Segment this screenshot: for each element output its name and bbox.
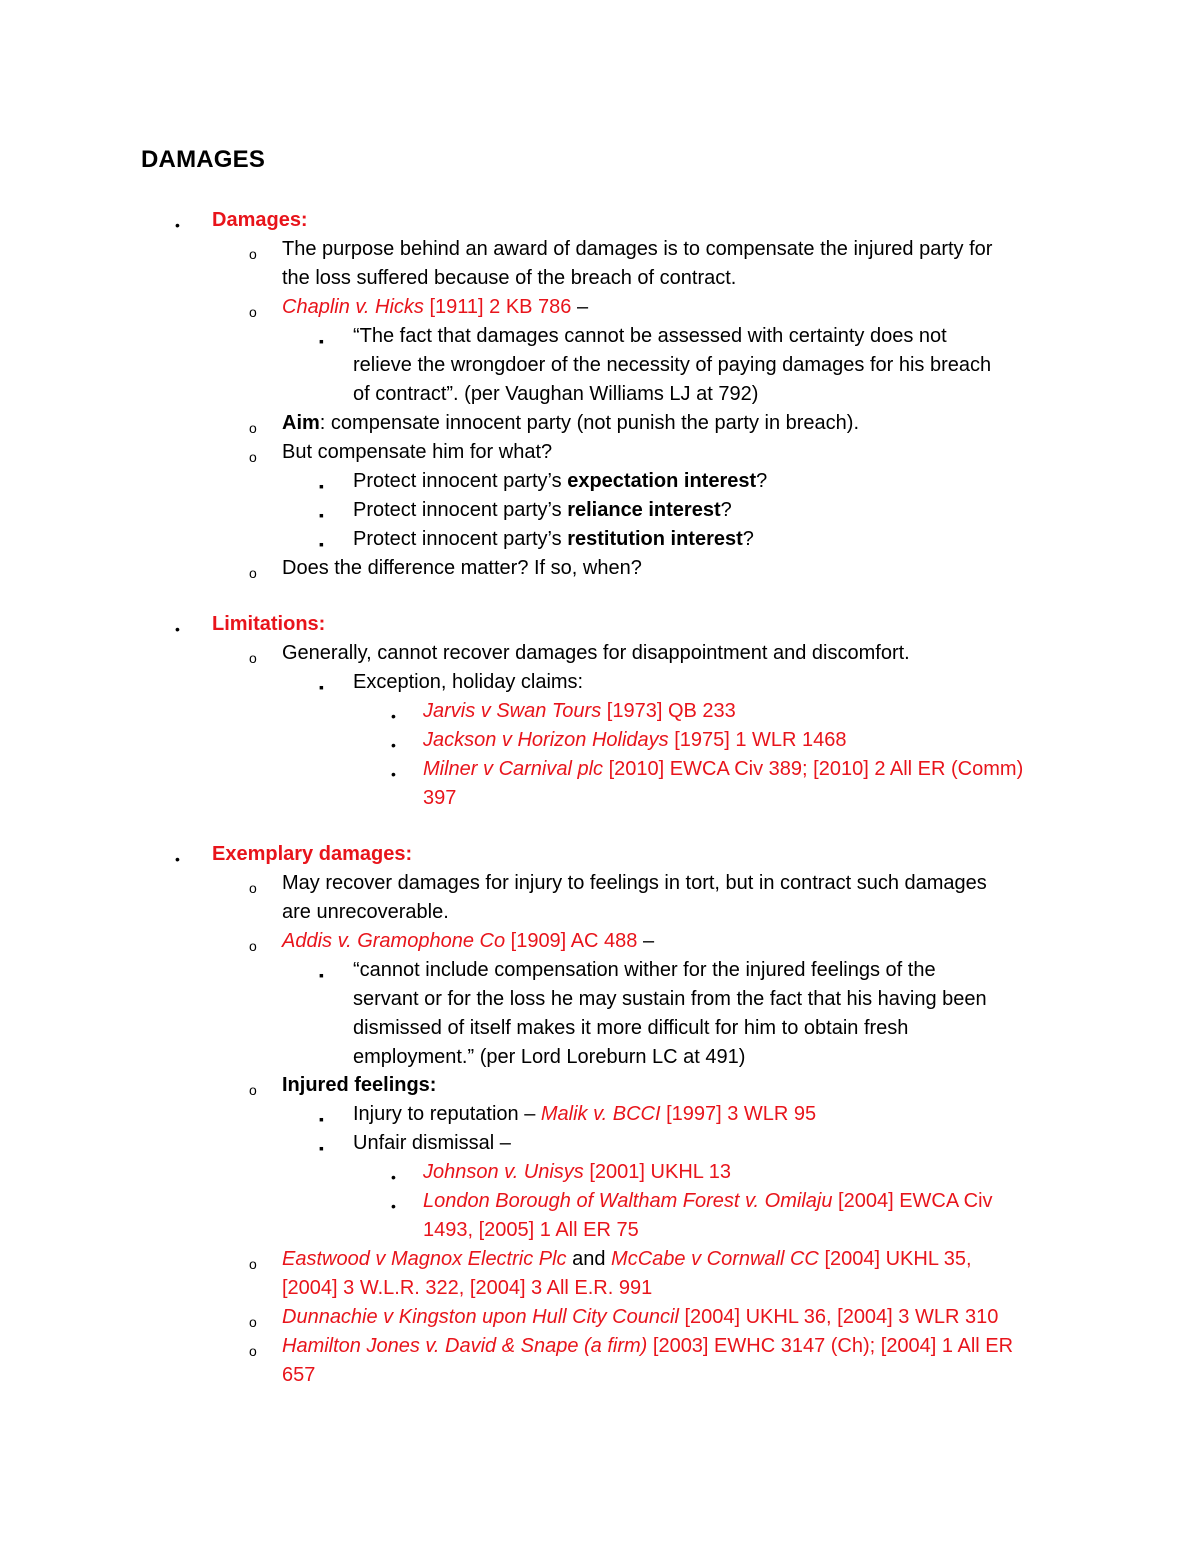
interest-prefix: Protect innocent party’s [353,470,568,492]
page-title: DAMAGES [141,146,266,173]
aim-label: Aim [282,412,320,434]
case-citation: [2004] EWCA Civ [832,1190,993,1212]
subheading-injured-feelings: Injured feelings: [282,1074,437,1096]
case-citation: [1997] 3 WLR 95 [660,1103,817,1125]
case-citation: [1973] QB 233 [601,700,736,722]
case-line [282,1303,998,1332]
question-mark: ? [742,528,754,550]
case-citation: [1909] AC 488 [505,930,638,952]
bullet-marker: • [391,708,396,724]
bullet-marker: ▪ [319,967,324,983]
section-heading-exemplary: Exemplary damages: [212,843,413,865]
bullet-marker: • [175,851,180,867]
case-name: Jarvis v Swan Tours [423,700,602,722]
aim-line [282,409,859,438]
interest-line [353,496,732,525]
quote-line: relieve the wrongdoer of the necessity of paying damages for his breach [353,354,992,376]
case-citation: [1911] 2 KB 786 [423,296,572,318]
bullet-marker: ▪ [319,507,324,523]
section-heading-limitations: Limitations: [212,613,326,635]
case-citation-cont: 1493, [2005] 1 All ER 75 [423,1219,639,1241]
case-citation-cont: 657 [282,1364,316,1386]
case-line [353,1100,816,1129]
aim-text: : compensate innocent party (not punish the party in breach). [319,412,859,434]
bullet-marker: ▪ [319,536,324,552]
case-citation-cont: [2004] 3 W.L.R. 322, [2004] 3 All E.R. 991 [282,1277,653,1299]
case-name: McCabe v Cornwall CC [611,1248,819,1270]
question-mark: ? [756,470,768,492]
bullet-marker: o [249,1256,257,1272]
quote-line: employment.” (per Lord Loreburn LC at 491) [353,1046,746,1068]
paragraph-line: the loss suffered because of the breach of contract. [282,267,737,289]
case-line [423,1158,731,1187]
bullet-marker: • [391,1169,396,1185]
bullet-marker: ▪ [319,478,324,494]
paragraph-line: Exception, holiday claims: [353,671,584,693]
quote-line: dismissed of itself makes it more difficult for him to obtain fresh [353,1017,909,1039]
case-line [282,927,654,956]
bullet-marker: o [249,449,257,465]
case-name: London Borough of Waltham Forest v. Omilaju [423,1190,833,1212]
case-line [423,697,736,726]
interest-type: reliance interest [567,499,721,521]
case-name: Eastwood v Magnox Electric Plc [282,1248,567,1270]
case-citation: [2004] UKHL 36, [2004] 3 WLR 310 [678,1306,999,1328]
interest-type: restitution interest [567,528,743,550]
bullet-marker: o [249,565,257,581]
case-line [282,293,588,322]
bullet-marker: ▪ [319,1111,324,1127]
bullet-marker: • [391,737,396,753]
case-citation: [1975] 1 WLR 1468 [668,729,847,751]
bullet-marker: o [249,1082,257,1098]
case-line [282,1245,972,1274]
case-line [282,1332,1013,1361]
case-line [423,726,847,755]
interest-line [353,467,767,496]
paragraph-line: The purpose behind an award of damages is to compensate the injured party for [282,238,993,260]
interest-prefix: Protect innocent party’s [353,499,568,521]
bullet-marker: • [391,1198,396,1214]
paragraph-line: May recover damages for injury to feelings in tort, but in contract such damages [282,872,987,894]
dash: – [637,930,655,952]
quote-line: of contract”. (per Vaughan Williams LJ at 792) [353,383,759,405]
case-name: Milner v Carnival plc [423,758,604,780]
conjunction: and [566,1248,612,1270]
bullet-marker: ▪ [319,679,324,695]
bullet-marker: o [249,1343,257,1359]
interest-type: expectation interest [567,470,757,492]
bullet-marker: ▪ [319,1140,324,1156]
paragraph-line: Unfair dismissal – [353,1132,511,1154]
bullet-marker: o [249,938,257,954]
interest-line [353,525,754,554]
case-citation: [2010] EWCA Civ 389; [2010] 2 All ER (Comm) [603,758,1024,780]
case-line [423,755,1023,784]
paragraph-line: Generally, cannot recover damages for disappointment and discomfort. [282,642,910,664]
dash: – [571,296,589,318]
case-citation: [2004] UKHL 35, [818,1248,972,1270]
quote-line: “cannot include compensation wither for the injured feelings of the [353,959,936,981]
paragraph-line: But compensate him for what? [282,441,553,463]
case-name: Chaplin v. Hicks [282,296,424,318]
quote-line: “The fact that damages cannot be assessed with certainty does not [353,325,947,347]
bullet-marker: ▪ [319,333,324,349]
paragraph-line: are unrecoverable. [282,901,449,923]
bullet-marker: • [391,766,396,782]
quote-line: servant or for the loss he may sustain from the fact that his having been [353,988,987,1010]
bullet-marker: o [249,246,257,262]
question-mark: ? [720,499,732,521]
case-name: Jackson v Horizon Holidays [423,729,669,751]
interest-prefix: Protect innocent party’s [353,528,568,550]
case-name: Dunnachie v Kingston upon Hull City Council [282,1306,679,1328]
case-name: Addis v. Gramophone Co [282,930,506,952]
bullet-marker: • [175,217,180,233]
bullet-marker: o [249,1314,257,1330]
case-line [423,1187,993,1216]
paragraph-line: Does the difference matter? If so, when? [282,557,642,579]
section-heading-damages: Damages: [212,209,308,231]
bullet-marker: o [249,650,257,666]
bullet-marker: o [249,420,257,436]
case-citation: [2003] EWHC 3147 (Ch); [2004] 1 All ER [647,1335,1014,1357]
bullet-marker: o [249,304,257,320]
bullet-marker: o [249,880,257,896]
case-name: Hamilton Jones v. David & Snape (a firm) [282,1335,648,1357]
case-citation-cont: 397 [423,787,457,809]
case-citation: [2001] UKHL 13 [583,1161,731,1183]
case-name: Malik v. BCCI [540,1103,661,1125]
bullet-marker: • [175,621,180,637]
topic-prefix: Injury to reputation – [353,1103,541,1125]
case-name: Johnson v. Unisys [423,1161,584,1183]
